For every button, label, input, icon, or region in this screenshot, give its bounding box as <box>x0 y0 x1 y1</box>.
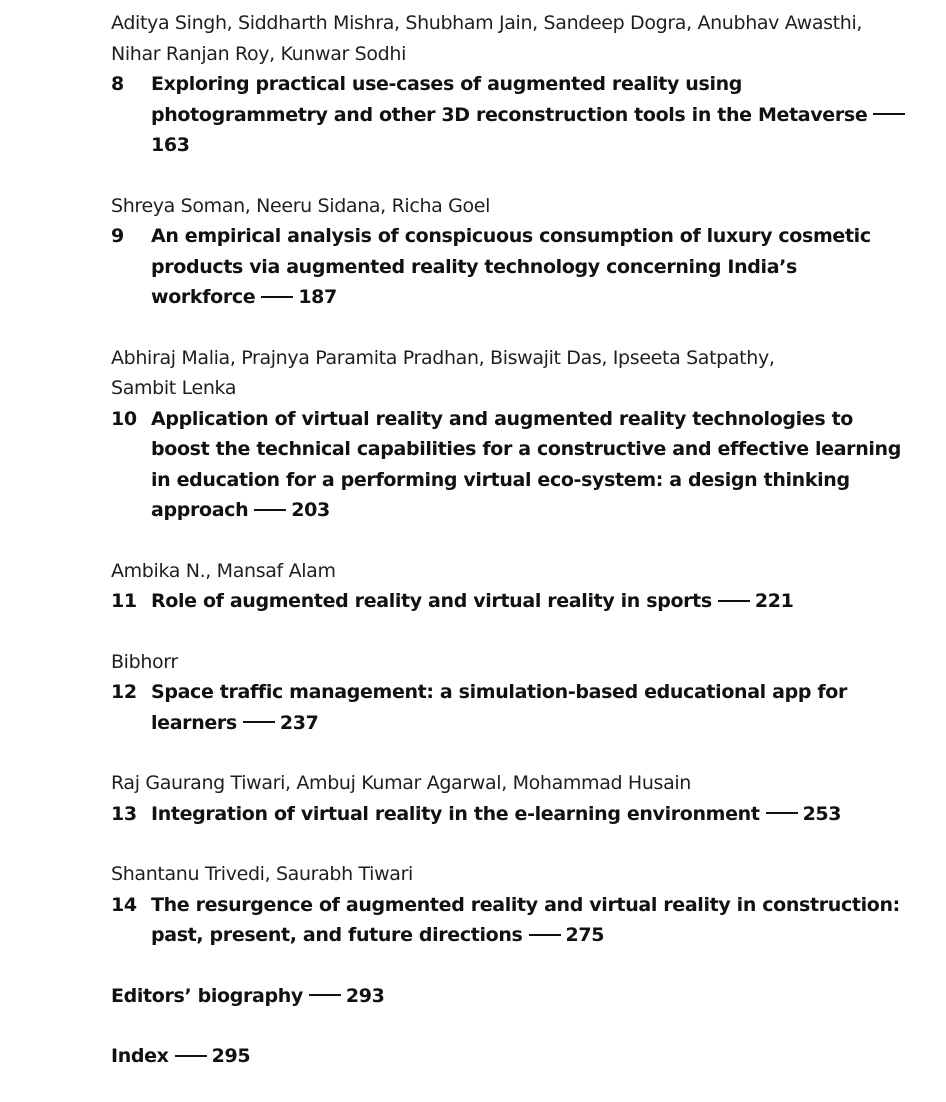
chapter-link[interactable] <box>111 890 911 951</box>
leader-dash <box>309 994 341 996</box>
chapter-link[interactable] <box>111 677 911 738</box>
chapter-number: 12 <box>111 681 137 703</box>
title-text: The resurgence of augmented reality and virtual reality in construction: <box>151 893 900 916</box>
title-line <box>151 708 911 739</box>
chapter-number: 9 <box>111 225 124 247</box>
chapter-title <box>151 404 911 526</box>
title-text: workforce <box>151 286 256 308</box>
author-line: Sambit Lenka <box>111 377 237 399</box>
chapter-link[interactable] <box>111 586 911 617</box>
page-number: 163 <box>151 134 190 156</box>
title-text: Application of virtual reality and augmented reality technologies to <box>151 407 854 430</box>
page-number: 237 <box>279 711 319 734</box>
title-text: boost the technical capabilities for a constructive and effective learning <box>151 438 901 460</box>
chapter-number: 13 <box>111 802 137 825</box>
leader-dash <box>243 721 275 723</box>
page-number: 253 <box>802 802 842 825</box>
title-text: Space traffic management: a simulation-based educational app for <box>151 681 847 703</box>
backmatter-link[interactable] <box>111 1041 911 1072</box>
title-text: photogrammetry and other 3D reconstruction tools in the Metaverse <box>151 103 868 126</box>
author-line: Aditya Singh, Siddharth Mishra, Shubham Jain, Sandeep Dogra, Anubhav Awasthi, <box>111 12 863 34</box>
chapter-title <box>151 677 911 738</box>
title-text: learners <box>151 711 237 734</box>
title-line <box>151 434 911 465</box>
page-number: 203 <box>291 499 330 521</box>
toc-entry <box>111 343 911 526</box>
title-text: approach <box>151 499 249 521</box>
title-line <box>151 252 911 283</box>
chapter-authors <box>111 556 911 587</box>
title-line <box>151 799 911 830</box>
leader-dash <box>873 113 905 115</box>
page-number: 295 <box>211 1045 251 1067</box>
leader-dash <box>718 600 750 602</box>
title-line <box>151 221 911 252</box>
chapter-number: 8 <box>111 73 124 95</box>
leader-dash <box>261 296 293 298</box>
author-line: Nihar Ranjan Roy, Kunwar Sodhi <box>111 42 406 65</box>
title-text: in education for a performing virtual eco-system: a design thinking <box>151 468 850 491</box>
toc-entry <box>111 859 911 951</box>
chapter-number: 11 <box>111 590 137 612</box>
title-line <box>151 495 911 526</box>
title-text: Exploring practical use-cases of augmented reality using <box>151 73 743 95</box>
author-line: Bibhorr <box>111 650 178 673</box>
chapter-link[interactable] <box>111 221 911 313</box>
title-line <box>151 586 911 617</box>
chapter-title <box>151 890 911 951</box>
leader-dash <box>766 812 798 814</box>
page-number: 221 <box>754 590 794 612</box>
chapter-authors <box>111 343 911 404</box>
chapter-title <box>151 221 911 313</box>
page-number: 293 <box>345 984 385 1007</box>
chapter-title <box>151 799 911 830</box>
chapter-authors <box>111 191 911 222</box>
backmatter-title: Editors’ biography <box>111 984 303 1007</box>
title-text: An empirical analysis of conspicuous consumption of luxury cosmetic <box>151 225 871 247</box>
chapter-authors <box>111 647 911 678</box>
title-text: Role of augmented reality and virtual reality in sports <box>151 590 712 612</box>
toc-entry <box>111 647 911 739</box>
table-of-contents <box>111 8 911 1102</box>
title-line <box>151 677 911 708</box>
leader-dash <box>529 934 561 936</box>
chapter-link[interactable] <box>111 799 911 830</box>
title-line <box>151 69 911 100</box>
toc-entry <box>111 768 911 829</box>
leader-dash <box>254 509 286 511</box>
toc-entry <box>111 191 911 313</box>
page-number: 275 <box>565 924 605 946</box>
title-line <box>151 282 911 313</box>
chapter-number: 10 <box>111 407 137 430</box>
title-line <box>151 465 911 496</box>
title-line <box>151 404 911 435</box>
title-text: past, present, and future directions <box>151 924 523 946</box>
page-number: 187 <box>298 286 337 308</box>
author-line: Raj Gaurang Tiwari, Ambuj Kumar Agarwal, Mohammad Husain <box>111 772 691 794</box>
title-line <box>151 920 911 951</box>
chapter-title <box>151 69 911 161</box>
leader-dash <box>175 1055 207 1057</box>
backmatter-title: Index <box>111 1045 169 1067</box>
toc-entry <box>111 556 911 617</box>
toc-entry <box>111 8 911 161</box>
chapter-title <box>151 586 911 617</box>
title-line <box>151 890 911 921</box>
backmatter-link[interactable] <box>111 981 911 1012</box>
chapter-authors <box>111 768 911 799</box>
chapter-authors <box>111 8 911 69</box>
chapter-authors <box>111 859 911 890</box>
author-line: Shantanu Trivedi, Saurabh Tiwari <box>111 863 413 885</box>
chapter-link[interactable] <box>111 404 911 526</box>
title-text: products via augmented reality technology concerning India’s <box>151 255 797 278</box>
chapter-number: 14 <box>111 893 137 916</box>
author-line: Abhiraj Malia, Prajnya Paramita Pradhan, Biswajit Das, Ipseeta Satpathy, <box>111 346 775 369</box>
author-line: Shreya Soman, Neeru Sidana, Richa Goel <box>111 194 491 217</box>
author-line: Ambika N., Mansaf Alam <box>111 559 336 582</box>
title-text: Integration of virtual reality in the e-learning environment <box>151 802 760 825</box>
title-line <box>151 100 911 161</box>
chapter-link[interactable] <box>111 69 911 161</box>
